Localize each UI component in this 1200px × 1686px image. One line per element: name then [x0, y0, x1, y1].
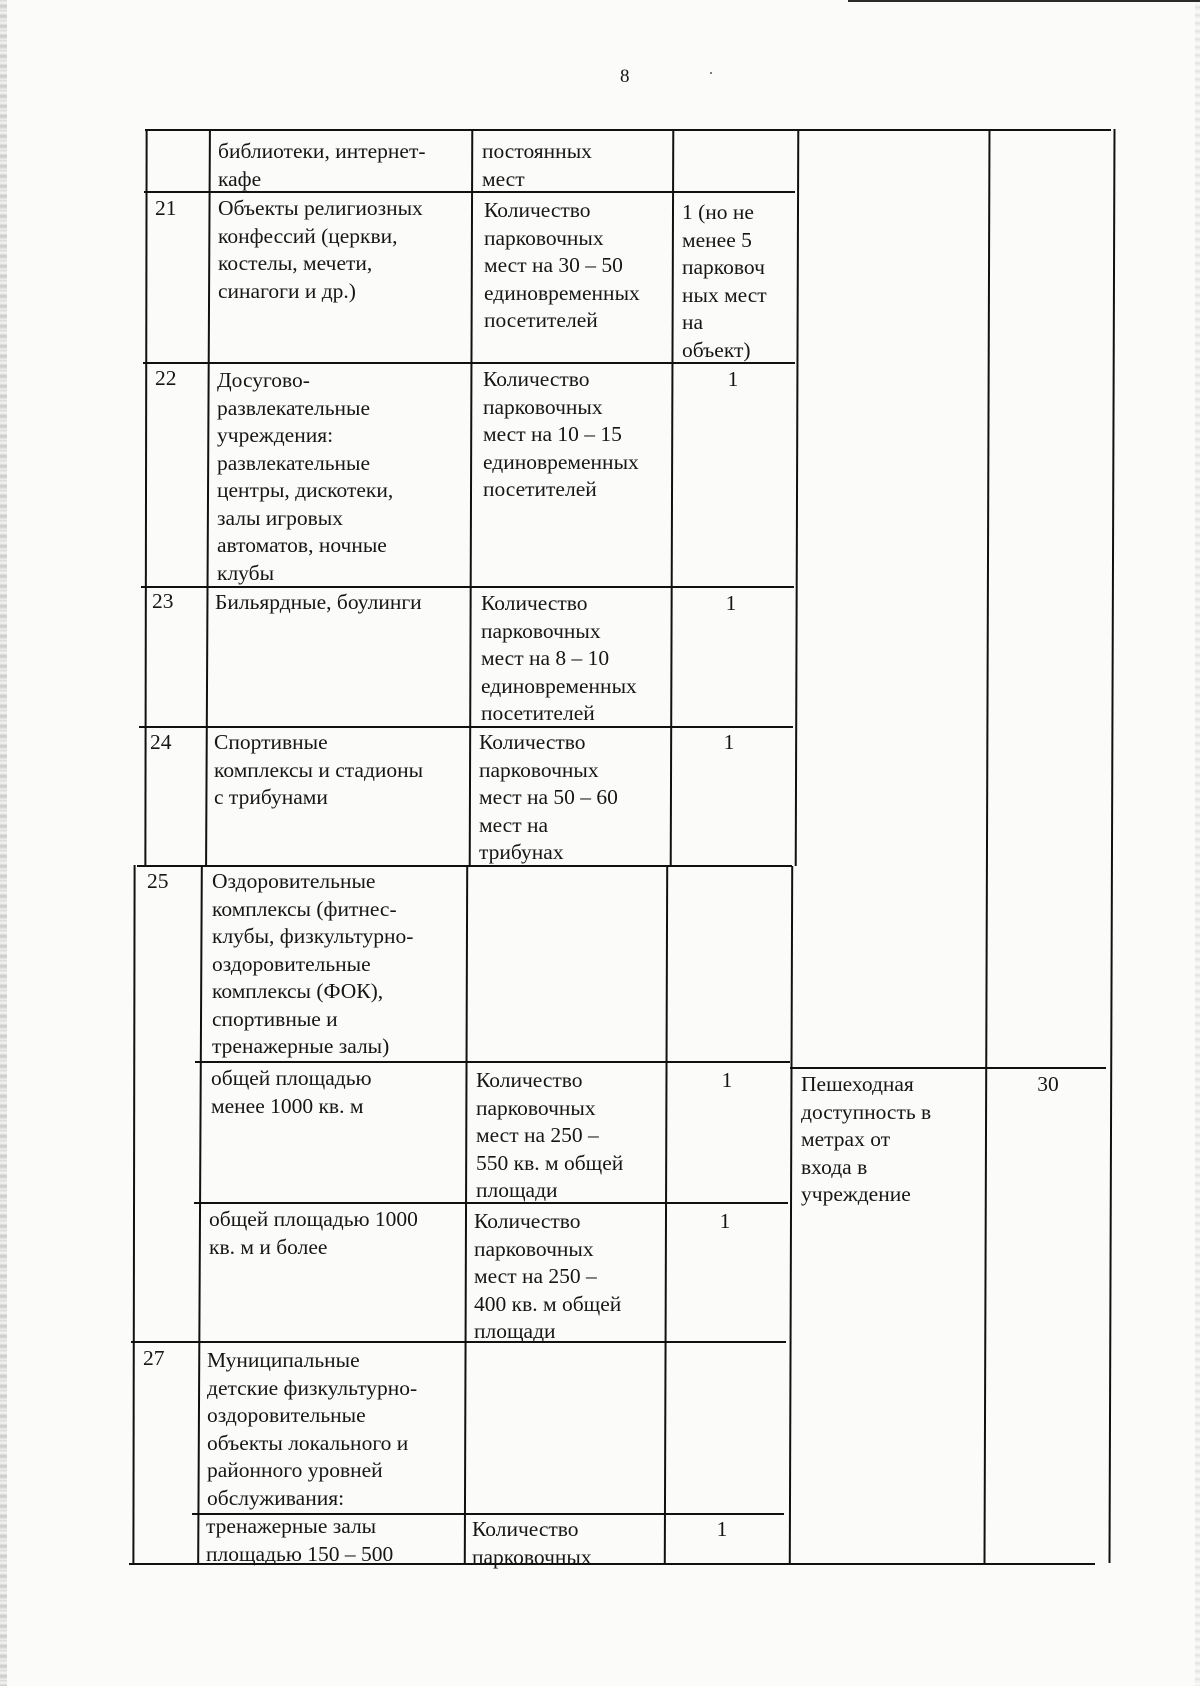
- table-border-right: [1108, 129, 1115, 1563]
- table-border-left: [144, 129, 147, 865]
- row-number: 24: [150, 730, 172, 754]
- object-cell: Оздоровительные комплексы (фитнес- клубы, физкультурно- оздоровительные комплексы (ФОК), спортивные и тренажерные залы): [212, 869, 414, 1058]
- object-cell: библиотеки, интернет- кафе: [218, 139, 426, 191]
- col-divider: [205, 129, 210, 865]
- norm-cell: Количество парковочных: [472, 1517, 592, 1569]
- count-cell: 1: [716, 1517, 728, 1541]
- row-divider: [195, 1061, 790, 1063]
- page-number: 8: [620, 66, 630, 87]
- accessibility-value: 30: [1037, 1072, 1059, 1096]
- object-cell: Объекты религиозных конфессий (церкви, костелы, мечети, синагоги и др.): [218, 196, 423, 303]
- col-divider: [197, 865, 202, 1563]
- object-cell: Досугово- развлекательные учреждения: развлекательные центры, дискотеки, залы игровых автоматов, ночные клубы: [217, 368, 394, 585]
- row-number: 23: [152, 589, 174, 613]
- row-number: 21: [155, 196, 177, 220]
- row-number: 25: [147, 869, 169, 893]
- row-number: 27: [143, 1346, 165, 1370]
- object-cell: Муниципальные детские физкультурно- оздоровительные объекты локального и районного уровней обслуживания:: [207, 1348, 418, 1510]
- accessibility-label: Пешеходная доступность в метрах от входа в учреждение: [801, 1072, 932, 1206]
- norm-cell: Количество парковочных мест на 30 – 50 единовременных посетителей: [484, 198, 640, 332]
- col-divider: [983, 129, 990, 1563]
- count-cell: 1: [723, 730, 735, 754]
- col-divider: [795, 129, 799, 866]
- count-cell: 1 (но не менее 5 парковоч ных мест на объект): [682, 200, 767, 362]
- row-divider: [790, 1067, 1106, 1069]
- count-cell: 1: [725, 591, 737, 615]
- row-divider: [139, 726, 793, 728]
- count-cell: 1: [727, 367, 739, 391]
- row-divider: [137, 865, 792, 867]
- norm-cell: Количество парковочных мест на 50 – 60 мест на трибунах: [479, 730, 618, 864]
- object-cell: общей площадью 1000 кв. м и более: [209, 1207, 418, 1259]
- norm-cell: Количество парковочных мест на 8 – 10 единовременных посетителей: [481, 591, 637, 725]
- table-border-top: [145, 129, 1111, 131]
- norm-cell: Количество парковочных мест на 250 – 550 кв. м общей площади: [476, 1068, 624, 1202]
- object-cell: тренажерные залы площадью 150 – 500: [206, 1514, 394, 1566]
- object-cell: Спортивные комплексы и стадионы с трибунами: [214, 730, 424, 809]
- col-divider: [469, 129, 473, 866]
- norm-cell: Количество парковочных мест на 250 – 400 кв. м общей площади: [474, 1209, 622, 1343]
- norm-cell: постоянных мест: [482, 139, 592, 191]
- row-number: 22: [155, 366, 177, 390]
- table-border-left: [132, 865, 135, 1563]
- col-divider: [464, 866, 468, 1563]
- object-cell: общей площадью менее 1000 кв. м: [211, 1066, 372, 1118]
- count-cell: 1: [719, 1209, 731, 1233]
- col-divider: [789, 866, 793, 1563]
- object-cell: Бильярдные, боулинги: [215, 590, 422, 614]
- row-divider: [131, 1341, 786, 1343]
- count-cell: 1: [721, 1068, 733, 1092]
- norm-cell: Количество парковочных мест на 10 – 15 единовременных посетителей: [483, 367, 639, 501]
